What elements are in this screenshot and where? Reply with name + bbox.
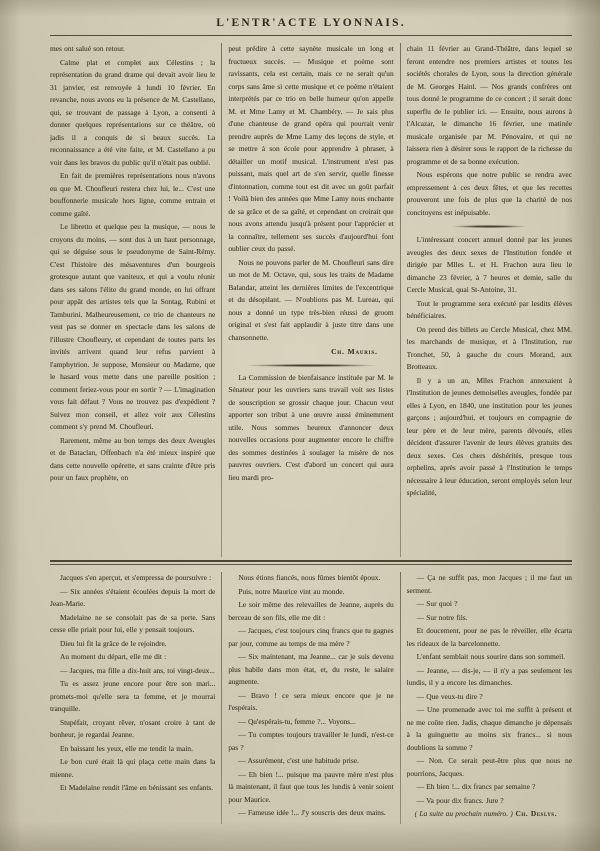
paragraph: — Ça ne suffit pas, mon Jacques ; il me faut un serment. — [406, 573, 572, 595]
paragraph: Nous ne pouvons parler de M. Choufleuri sans dire un mot de M. Octave, qui, sous les traits de Madame Balandar, atteint les dernières limites de l'excentrique et du désopilant. — N'oublions pas M. Lureau, qui nous a donné un type très-bien réussi de groom original et s'est fait applaudir à juste titre dans une chansonnette. — [228, 257, 394, 342]
paragraph: — Six années s'étaient écoulées depuis la mort de Jean-Marie. — [50, 586, 216, 608]
feuilleton-column-divider-1 — [221, 572, 222, 824]
paragraph: Au moment du départ, elle me dit : — [60, 652, 167, 661]
paragraph: — Non. Ce serait peut-être plus que nous ne pourrions, Jacques. — [406, 756, 572, 778]
paragraph: Stupéfait, croyant rêver, n'osant croire à tant de bonheur, je regardai Jeanne. — [50, 717, 216, 739]
paragraph: Madelaine ne se consolait pas de sa perte. Sans cesse elle priait pour lui, elle y pensait toujours. — [50, 612, 216, 634]
column-divider-1 — [221, 43, 222, 557]
paragraph: Le soir même des relevailles de Jeanne, auprès du berceau de son fils, elle me dit : — [228, 600, 394, 622]
paragraph: La Commission de bienfaisance instituée par M. le Sénateur pour les ouvriers sans travail voit ses listes de souscription se grossir chaque jour. Chacun veut apporter son tribut à une œuvre aussi éminemment utile. Nous sommes heureux d'annoncer deux nouvelles occasions pour augmenter encore le chiffre des sommes destinées à soulager la misère de nos pauvres ouvriers. C'est d'abord un concert qui aura lieu mardi pro- — [228, 372, 394, 482]
feuilleton-column-2 — [228, 572, 393, 824]
masthead — [50, 0, 572, 29]
feuilleton-section — [50, 567, 572, 824]
paragraph: Rarement, même au bon temps des deux Aveugles et de Bataclan, Offenbach n'a été mieux inspiré que dans cette nouvelle opérette, et sans crainte d'être pris pour un faux prophète, on — [50, 435, 216, 482]
paragraph: Le libretto et quelque peu la musique, — nous le croyons du moins, — sont dus à un haut personnage, qui se déguise sous le pseudonyme de Saint-Rémy. C'est l'histoire des mésaventures d'un bourgeois grotesque autant que vaniteux, et qui a voulu réunir dans ses salons l'élite du grand monde, en lui offrant pour appât des artistes tels que la Sontag, Rubini et Tamburini. Malheureusement, ce trio de chanteurs ne veut pas se donner en spectacle dans les salons de l'illustre Choufleury, et cependant de toutes parts les invités arrivent quand leur refus parvient à l'amphytrion. Je suppose, Monsieur ou Madame, que le hasard vous mette dans une pareille position ; comment feriez-vous pour en sortir ? — L'imagination vous fait défaut ? Vous ne trouvez pas d'expédient ? Suivez mon conseil, et allez voir aux Célestins comment s'y prend M. Choufleuri. — [50, 222, 216, 431]
paragraph: Et doucement, pour ne pas le réveiller, elle écarta les rideaux de la barcelonnette. — [406, 626, 572, 648]
feuilleton-column-1 — [50, 572, 215, 824]
news-section — [50, 36, 572, 557]
paragraph: — Six maintenant, ma Jeanne... car je suis devenu plus habile dans mon état, et, du reste, le salaire augmente. — [228, 652, 394, 686]
paragraph: Tu es assez jeune encore pour être son mari... promets-moi qu'elle sera ta femme, et je mourrai tranquille. — [50, 679, 216, 713]
paragraph: Puis, notre Maurice vint au monde. — [238, 586, 345, 596]
news-column-1 — [50, 43, 215, 557]
paragraph: mes ont salué son retour. — [50, 44, 125, 53]
feuilleton-column-3 — [407, 572, 572, 824]
paragraph: — Une promenade avec toi me suffit à présent et ne me coûte rien. Jadis, chaque dimanche je dépensais à la guinguette au moins six francs... si nous doublions la somme ? — [406, 705, 572, 752]
paragraph: — Sur notre fils. — [416, 612, 468, 622]
paragraph: peut prédire à cette saynète musicale un long et fructueux succès. — Musique et poème sont ravissants, cela est certain, mais ce ne serait qu'un corps sans âme si cette musique et ce poème n'étaient interprétés par ce trio en belle humeur qu'on appelle M. et Mme Lamy et M. Chambéry. — Je sais plus d'une chanteuse de grand opéra qui pourrait venir prendre auprès de Mme Lamy des leçons de style, et se mettre à son école pour apprendre à phraser, à détailler un motif musical. L'instrument n'est pas puissant, mais quel art de s'en servir, quelle finesse d'intonnation, comme tout est dit avec un goût parfait ! Voilà bien des années que Mme Lamy nous enchante de sa grâce et de sa gaîté, et cependant on croirait que nous avons attendu jusqu'à présent pour l'apprécier et la connaître, tellement ses succès d'aujourd'hui font oublier ceux du passé. — [228, 44, 394, 253]
feuilleton-separator-rule — [50, 560, 572, 565]
paragraph: L'intéressant concert annuel donné par les jeunes aveugles des deux sexes de l'Institution fondée et dirigée par Mlles L. et H. Frachon aura lieu le dimanche 23 février, à 7 heures et demie, salle du Cercle Musical, quai St-Antoine, 31. — [406, 235, 572, 294]
paragraph: — Eh bien !... dix francs par semaine ? — [416, 782, 536, 791]
paragraph: — Jeanne, — dis-je, — il n'y a pas seulement les lundis, il y a encore les dimanches. — [406, 665, 572, 687]
feuilleton-column-divider-2 — [400, 572, 401, 824]
paragraph: Dieu lui fit la grâce de le rejoindre. — [60, 638, 167, 648]
paragraph: Jacques s'en aperçut, et s'empressa de poursuivre : — [60, 573, 212, 582]
news-column-2 — [228, 43, 393, 557]
paragraph: — Bravo ! ce sera mieux encore que je ne l'espérais. — [228, 690, 394, 712]
paragraph: — Tu comptes toujours travailler le lundi, n'est-ce pas ? — [228, 730, 394, 752]
paragraph: Il y a un an, Mlles Frachon annexaient à l'Institution de jeunes demoiselles aveugles, fondée par elles à Lyon, en 1840, une institution pour les jeunes garçons ; aujourd'hui, et toujours en compagnie de leur père et de leur mère, parents dévoués, elles décident d'assurer l'avenir de leurs élèves gratuits des deux sexes. Ces chers déshérités, presque tous orphelins, après avoir passé à l'Institution le temps nécessaire à leur éducation, seront employés selon leur spécialité, — [406, 375, 572, 497]
paragraph: Tout le programme sera exécuté par lesdits élèves bénéficiaires. — [406, 298, 572, 320]
paragraph: — Que veux-tu dire ? — [416, 691, 483, 701]
paragraph: Et Madelaine rendit l'âme en bénissant ses enfants. — [60, 783, 214, 792]
paragraph: Le bon curé était là qui plaça cette main dans la mienne. — [50, 757, 216, 779]
paragraph: — Va pour dix francs. Jure ? — [416, 795, 504, 805]
paragraph: — Assurément, c'est une habitude prise. — [238, 756, 359, 765]
paragraph: En fait de premières représentations nous n'avons eu que M. Choufleuri restera chez lui, le... C'est une bouffonnerie musicale hors ligne, comme entrain et comme gaîté. — [50, 171, 216, 218]
paragraph: — Qu'espérais-tu, femme ?... Voyons... — [238, 716, 356, 726]
news-column-3 — [407, 43, 572, 557]
text-span: ( La suite au prochain numéro. ) — [414, 809, 513, 818]
section-divider-rule — [452, 225, 526, 228]
paragraph: Nous espérons que notre public se rendra avec empressement à ces deux fêtes, et que les recettes prouveront une fois de plus que la charité de nos concitoyens est inépuisable. — [406, 170, 572, 217]
paragraph: chain 11 février au Grand-Théâtre, dans lequel se feront entendre nos premiers artistes et toutes les sociétés chorales de Lyon, sous la direction générale de M. Georges Hainl. — Nos grands confrères ont tous donné le programme de ce concert ; il serait donc superflu de le publier ici. — Ensuite, nous aurons à l'Alcazar, le dimanche 16 février, une matinée musicale organisée par M. Pénovaire, et qui ne laissera rien à désirer sous le rapport de la richesse du programme et de sa bonne exécution. — [406, 44, 572, 166]
serial-footer — [407, 808, 572, 821]
paragraph: On prend des billets au Cercle Musical, chez MM. les marchands de musique, et à l'Institution, rue Tronchet, 50, à gauche du cours Morand, aux Brotteaux. — [406, 324, 572, 371]
paragraph: — Eh bien !... puisque ma pauvre mère n'est plus là maintenant, il faut que tous les lundis à venir soient pour Maurice. — [228, 769, 394, 804]
text-span: Ch. Deslys. — [512, 809, 557, 818]
paragraph: Nous étions fiancés, nous fûmes bientôt époux. — [238, 573, 381, 582]
section-divider-rule — [246, 364, 376, 367]
author-signature: Ch. Mauris. — [331, 347, 378, 356]
paragraph: L'enfant semblait nous sourire dans son sommeil. — [416, 652, 566, 661]
paragraph: — Fameuse idée !... J'y souscris des deux mains. — [238, 808, 386, 817]
paragraph: En baissant les yeux, elle me tendit la main. — [60, 743, 193, 753]
paragraph: — Jacques, c'est toujours cinq francs que tu gagnes par jour, comme au temps de ma mère ? — [228, 626, 394, 648]
paragraph: — Sur quoi ? — [416, 599, 458, 608]
paragraph: Calme plat et complet aux Célestins ; la représentation du grand drame qui devait avoir lieu le 31 janvier, est renvoyée à lundi 10 février. En revanche, nous avons eu la présence de M. Castellano, qui, se trouvant de passage à Lyon, a consenti à donner quelques représentations sur ce théâtre, où jadis il a conquis de si beaux succès. La reconnaissance a été vite faite, et M. Castellano a pu voir dans les bravos du public qu'il n'était pas oublié. — [50, 57, 216, 167]
column-divider-2 — [400, 43, 401, 557]
paragraph: — Jacques, ma fille a dix-huit ans, toi vingt-deux... — [60, 665, 215, 675]
page-title: L'ENTR'ACTE LYONNAIS. — [216, 17, 406, 29]
